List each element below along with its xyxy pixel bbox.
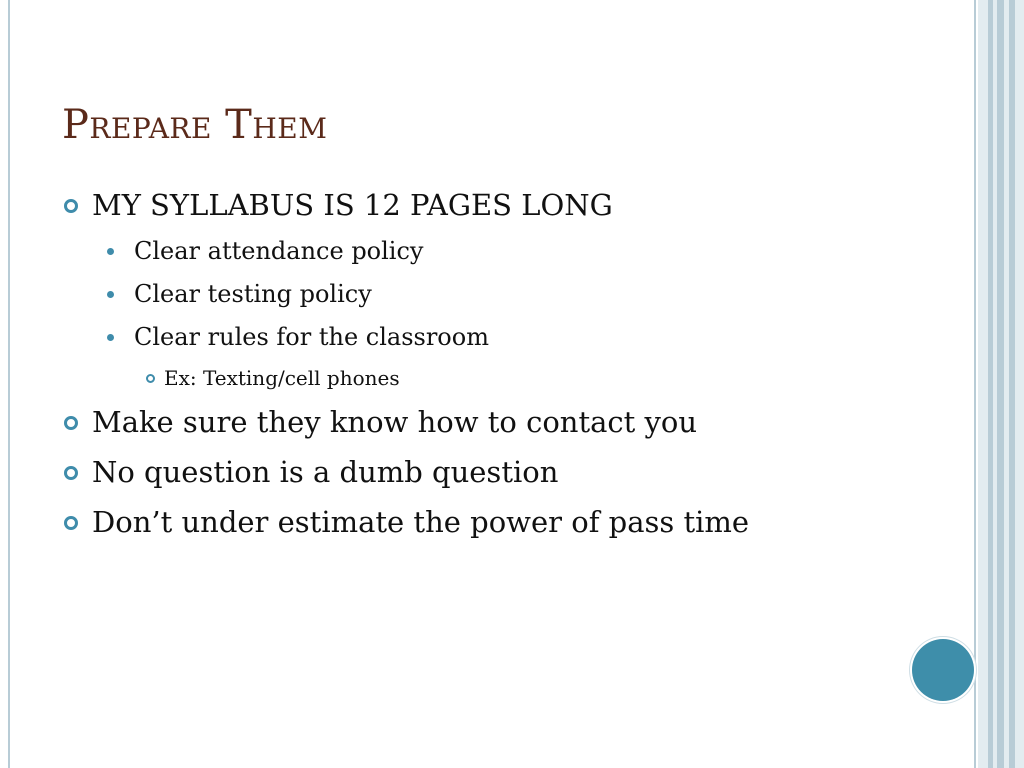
dot-bullet-icon <box>107 334 114 341</box>
slide-title: Prepare Them <box>62 102 328 148</box>
sub-bullet-item <box>62 316 952 359</box>
bullet-item <box>62 447 952 497</box>
small-ring-bullet-icon <box>146 374 155 383</box>
bullet-text: MY SYLLABUS IS 12 PAGES LONG <box>92 188 613 222</box>
sub-bullet-item <box>62 230 952 273</box>
right-stripe <box>997 0 1004 768</box>
frame-right-line <box>974 0 976 768</box>
sub-sub-bullet-item <box>62 359 952 397</box>
bullet-item <box>62 397 952 447</box>
ring-bullet-icon <box>64 516 78 530</box>
sub-sub-bullet-text: Ex: Texting/cell phones <box>164 366 400 390</box>
bullet-item <box>62 497 952 547</box>
sub-bullet-text: Clear testing policy <box>134 280 372 308</box>
bullet-text: No question is a dumb question <box>92 455 559 489</box>
ring-bullet-icon <box>64 199 78 213</box>
bullet-item <box>62 180 952 230</box>
ring-bullet-icon <box>64 416 78 430</box>
circle-ornament <box>912 639 974 701</box>
bullet-text: Make sure they know how to contact you <box>92 405 698 439</box>
dot-bullet-icon <box>107 248 114 255</box>
sub-bullet-text: Clear attendance policy <box>134 237 424 265</box>
dot-bullet-icon <box>107 291 114 298</box>
right-stripe <box>1015 0 1024 768</box>
sub-bullet-item <box>62 273 952 316</box>
right-stripe <box>978 0 988 768</box>
frame-left-line <box>8 0 10 768</box>
ring-bullet-icon <box>64 466 78 480</box>
sub-bullet-text: Clear rules for the classroom <box>134 323 489 351</box>
bullet-list <box>62 180 952 547</box>
bullet-text: Don’t under estimate the power of pass time <box>92 505 750 539</box>
